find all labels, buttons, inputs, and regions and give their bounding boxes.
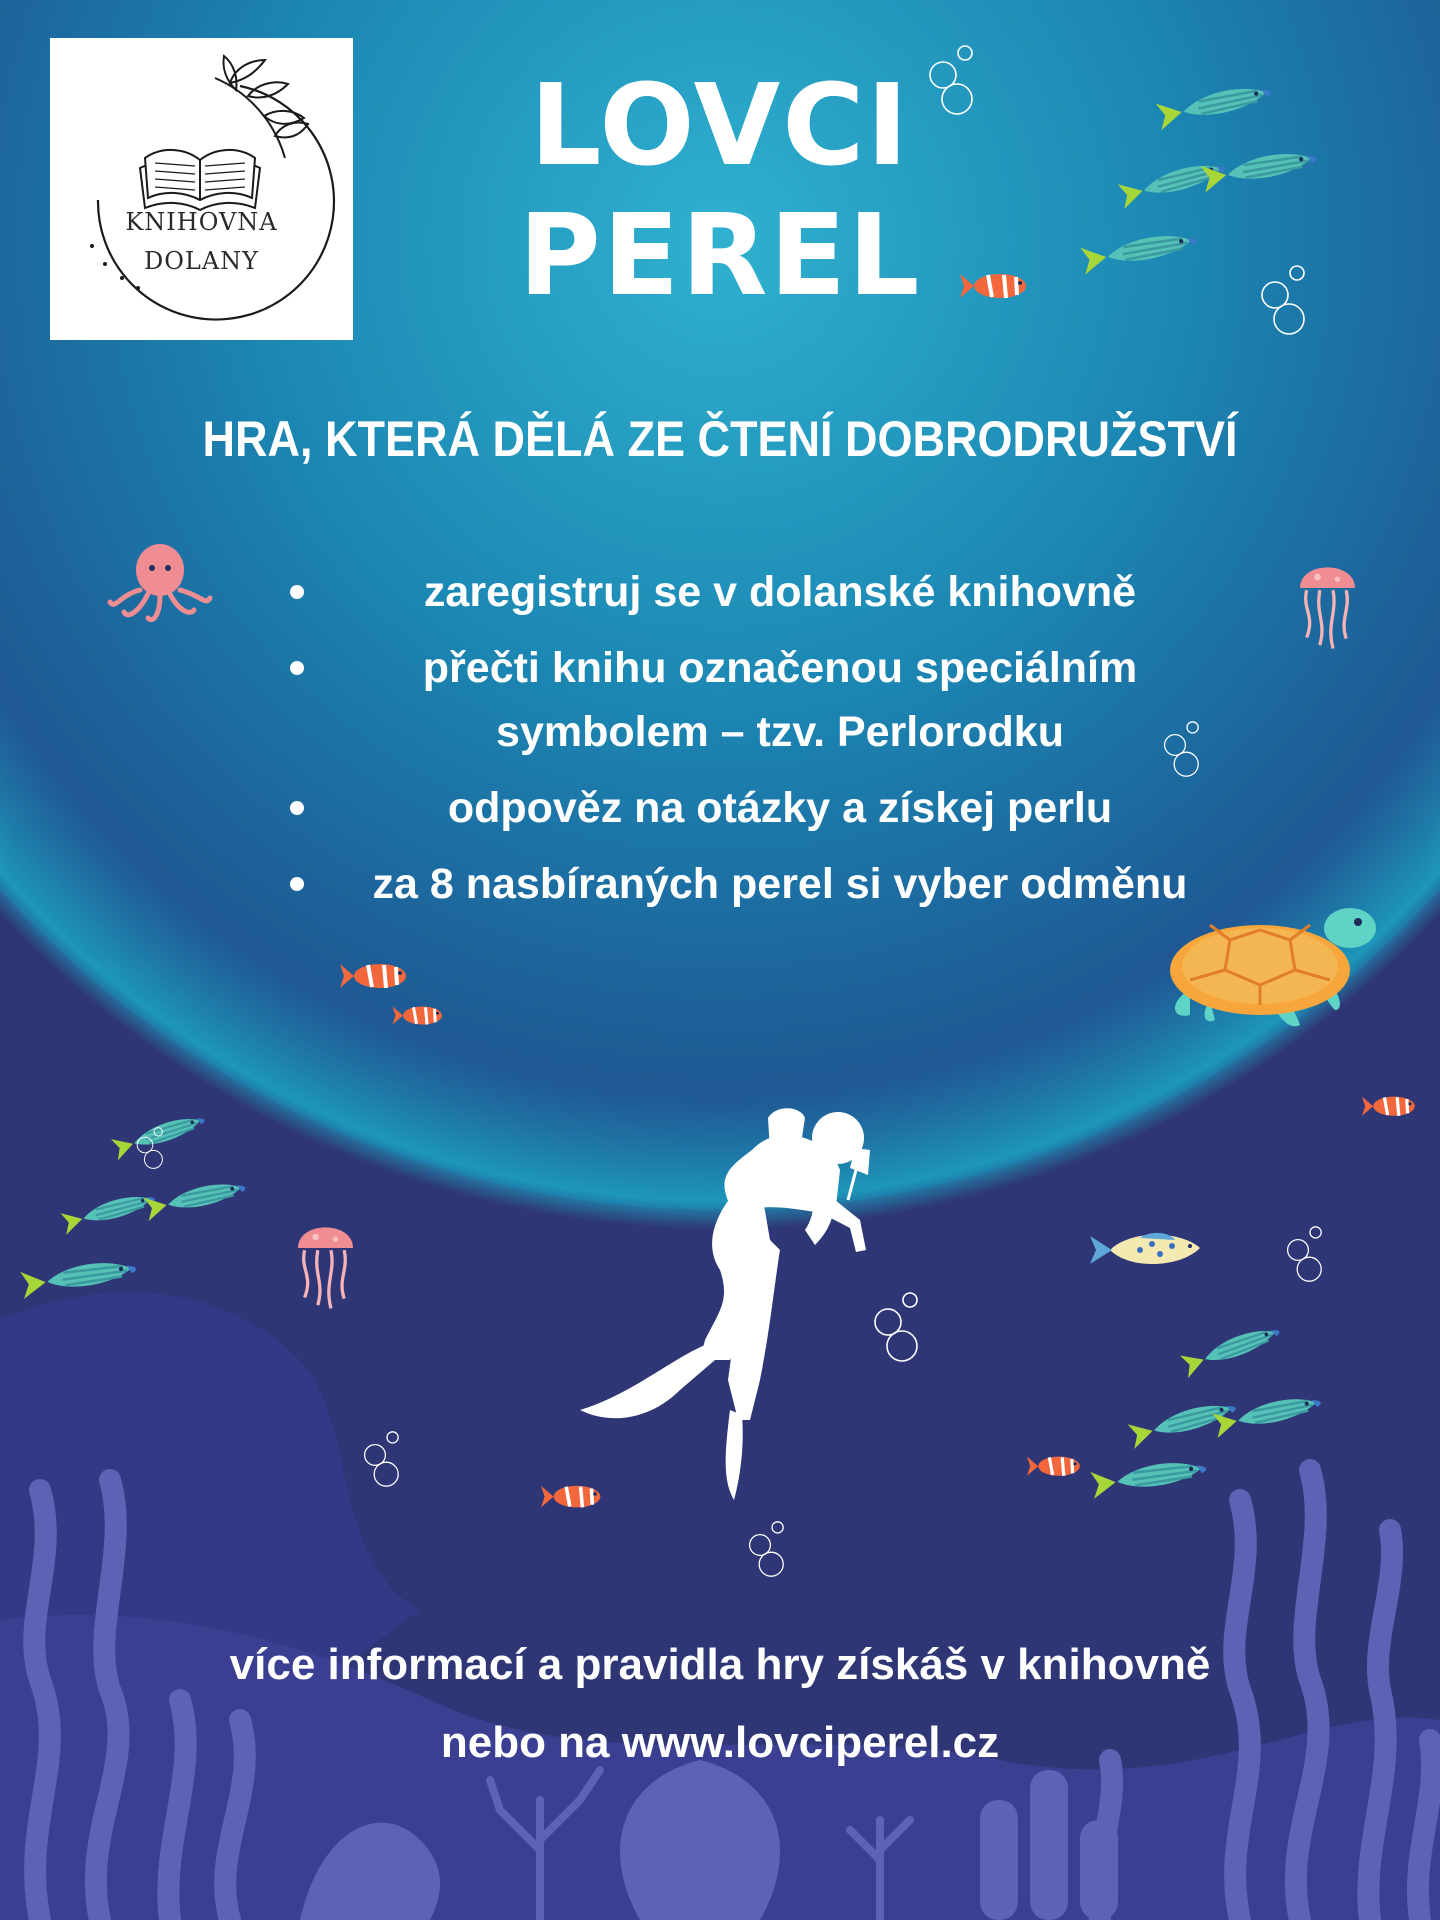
subtitle: HRA, KTERÁ DĚLÁ ZE ČTENÍ DOBRODRUŽSTVÍ bbox=[202, 411, 1238, 467]
title-line2: PEREL bbox=[518, 191, 922, 321]
list-item bbox=[270, 776, 1230, 840]
book-icon bbox=[140, 150, 260, 210]
bullet-dot bbox=[290, 801, 304, 815]
leaf-icon bbox=[215, 56, 308, 158]
logo-text-line2: DOLANY bbox=[143, 247, 260, 275]
bullet-dot bbox=[290, 585, 304, 599]
list-item bbox=[270, 852, 1230, 916]
list-item-text: přečti knihu označenou speciálním symbolem – tzv. Perlorodku bbox=[422, 644, 1138, 756]
list-item bbox=[270, 560, 1230, 624]
list-item-text: odpověz na otázky a získej perlu bbox=[447, 784, 1113, 832]
list-item-text: zaregistruj se v dolanské knihovně bbox=[423, 568, 1137, 616]
rules-list bbox=[270, 560, 1230, 928]
footer-website[interactable]: nebo na www.lovciperel.cz bbox=[440, 1718, 1000, 1767]
bullet-dot bbox=[290, 877, 304, 891]
list-item-text: za 8 nasbíraných perel si vyber odměnu bbox=[372, 860, 1188, 908]
bullet-dot bbox=[290, 661, 304, 675]
logo-text-line1: KNIHOVNA bbox=[125, 208, 278, 236]
title-line1: LOVCI bbox=[529, 61, 911, 191]
footer-info: více informací a pravidla hry získáš v knihovně bbox=[229, 1640, 1211, 1689]
list-item bbox=[270, 636, 1230, 764]
library-logo bbox=[50, 38, 353, 340]
